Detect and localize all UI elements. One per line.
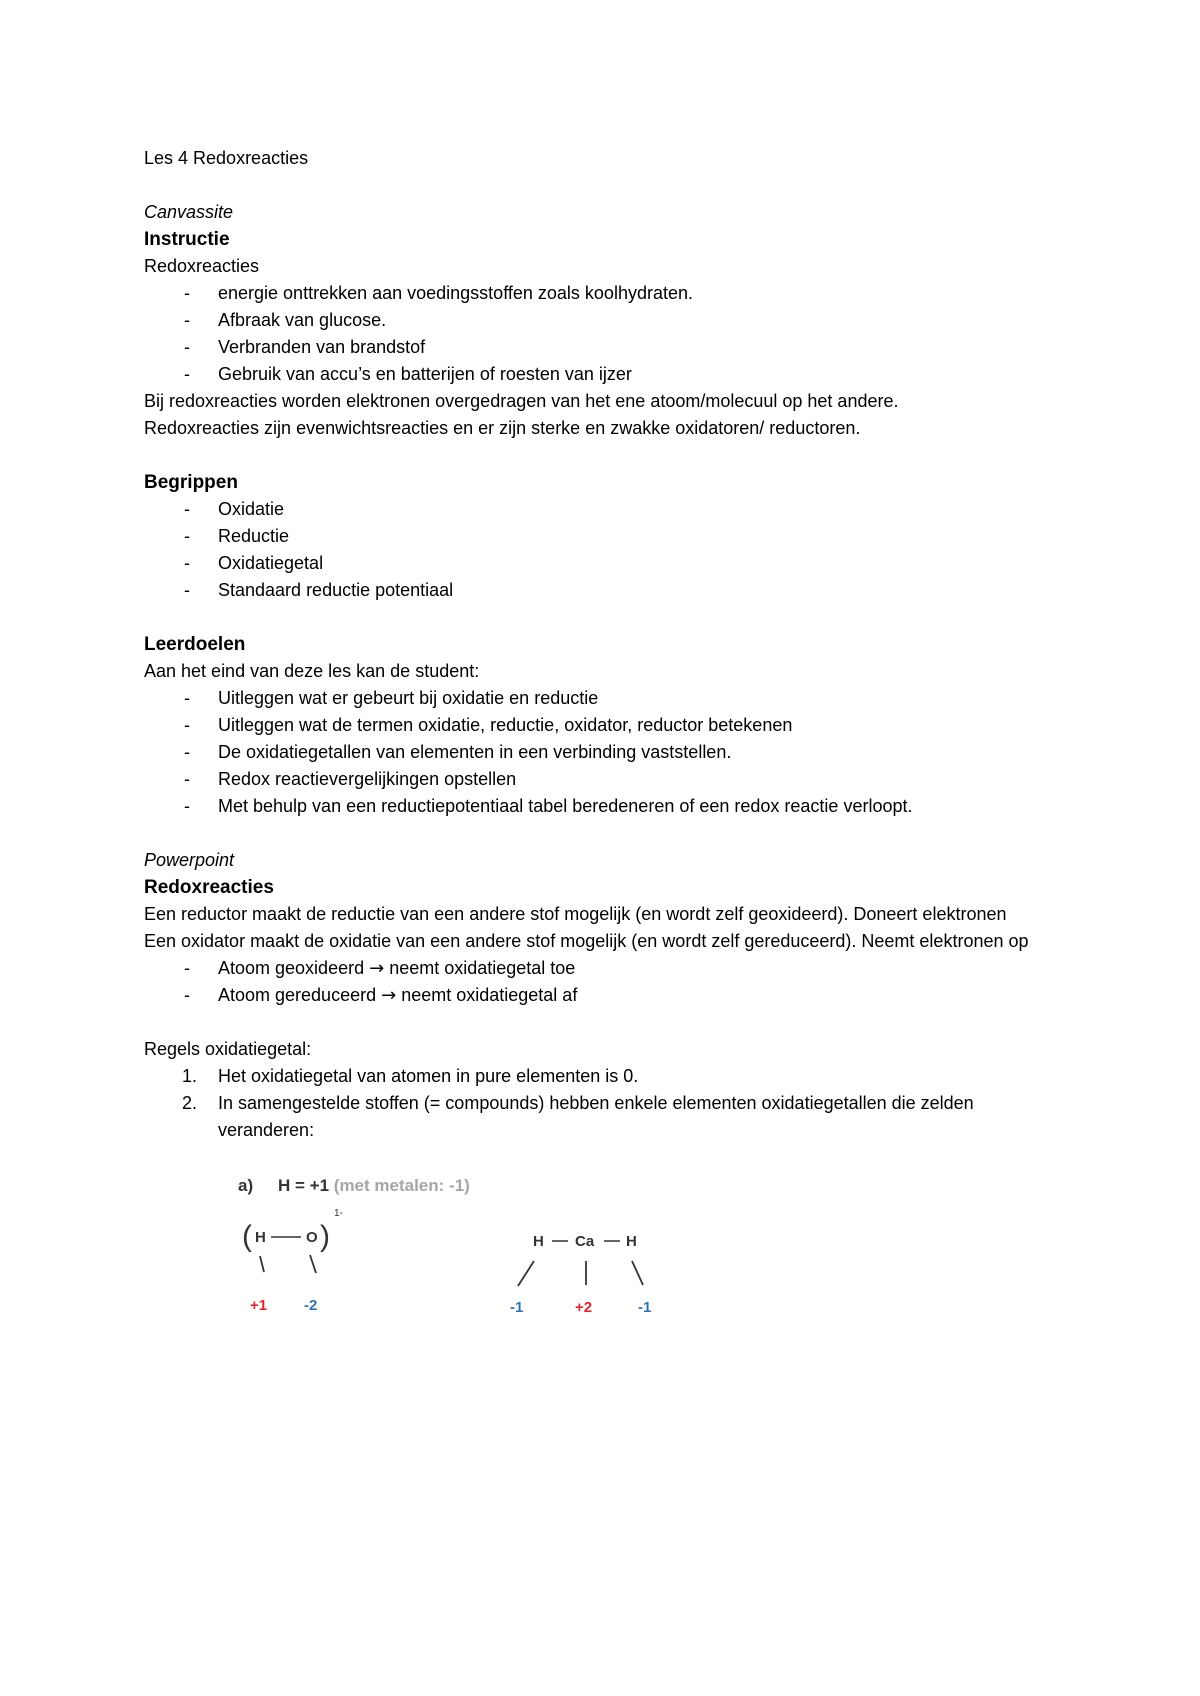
list-item: - Gebruik van accu’s en batterijen of roesten van ijzer: [144, 361, 1044, 388]
list-item: - Afbraak van glucose.: [144, 307, 1044, 334]
atom-h: H: [255, 1229, 266, 1246]
powerpoint-label: Powerpoint: [144, 850, 235, 870]
list-item: - Standaard reductie potentiaal: [144, 577, 1044, 604]
arrow-right-icon: →: [369, 958, 385, 979]
paragraph: Redoxreacties zijn evenwichtsreacties en er zijn sterke en zwakke oxidatoren/ reductoren.: [144, 418, 861, 438]
value-label: -1: [638, 1299, 652, 1316]
oxidation-example: [238, 1172, 1044, 1362]
list-item: - De oxidatiegetallen van elementen in een verbinding vaststellen.: [144, 739, 1044, 766]
list-item: 1. Het oxidatiegetal van atomen in pure elementen is 0.: [182, 1066, 639, 1086]
powerpoint-list: [144, 955, 1044, 1009]
document-page: [144, 145, 1044, 1362]
atom-h: H: [626, 1233, 637, 1250]
list-item: - Atoom gereduceerd → neemt oxidatiegetal af: [144, 982, 1044, 1009]
list-item: - energie onttrekken aan voedingsstoffen zoals koolhydraten.: [144, 280, 1044, 307]
list-item: - Oxidatiegetal: [144, 550, 1044, 577]
leerdoelen-intro: Aan het eind van deze les kan de student:: [144, 661, 480, 681]
atom-o: O: [306, 1229, 318, 1246]
regels-heading: Regels oxidatiegetal:: [144, 1039, 312, 1059]
arrow-right-icon: →: [381, 985, 397, 1006]
bracket-left: (: [242, 1220, 252, 1253]
list-item: - Met behulp van een reductiepotentiaal tabel beredeneren of een redox reactie verloopt.: [144, 793, 1044, 820]
value-label: +2: [575, 1299, 593, 1316]
leerdoelen-list: [144, 685, 1044, 820]
leerdoelen-heading: Leerdoelen: [144, 634, 246, 655]
list-item: - Uitleggen wat er gebeurt bij oxidatie en reductie: [144, 685, 1044, 712]
paragraph: Bij redoxreacties worden elektronen overgedragen van het ene atoom/molecuul op het andere.: [144, 391, 899, 411]
list-item: - Oxidatie: [144, 496, 1044, 523]
list-item: 2. In samengestelde stoffen (= compounds) hebben enkele elementen oxidatiegetallen die zelden veranderen:: [182, 1093, 974, 1140]
instructie-heading: Instructie: [144, 229, 230, 250]
redoxreacties-subheading: Redoxreacties: [144, 256, 260, 276]
list-item: - Verbranden van brandstof: [144, 334, 1044, 361]
value-label: +1: [250, 1297, 268, 1314]
hydrogen-rule: H = +1 (met metalen: -1): [278, 1176, 470, 1195]
list-item: - Redox reactievergelijkingen opstellen: [144, 766, 1044, 793]
instructie-list: [144, 280, 1044, 388]
list-item: - Atoom geoxideerd → neemt oxidatiegetal toe: [144, 955, 1044, 982]
charge-label: 1-: [334, 1208, 343, 1219]
sub-label: a): [238, 1176, 254, 1195]
oxidation-number-diagram: [238, 1202, 758, 1352]
document-title: Les 4 Redoxreacties: [144, 148, 309, 168]
bracket-right: ): [320, 1220, 330, 1253]
value-label: -1: [510, 1299, 524, 1316]
paragraph: Een oxidator maakt de oxidatie van een andere stof mogelijk (en wordt zelf gereduceerd). Neemt elektronen op: [144, 931, 1029, 951]
canvas-label: Canvassite: [144, 202, 234, 222]
begrippen-heading: Begrippen: [144, 472, 238, 493]
begrippen-list: [144, 496, 1044, 604]
value-label: -2: [304, 1297, 318, 1314]
atom-ca: Ca: [575, 1233, 595, 1250]
regels-list: [144, 1063, 1044, 1144]
list-item: - Uitleggen wat de termen oxidatie, reductie, oxidator, reductor betekenen: [144, 712, 1044, 739]
atom-h: H: [533, 1233, 544, 1250]
powerpoint-heading: Redoxreacties: [144, 877, 274, 898]
paragraph: Een reductor maakt de reductie van een andere stof mogelijk (en wordt zelf geoxideerd). Doneert elektronen: [144, 904, 1007, 924]
list-item: - Reductie: [144, 523, 1044, 550]
